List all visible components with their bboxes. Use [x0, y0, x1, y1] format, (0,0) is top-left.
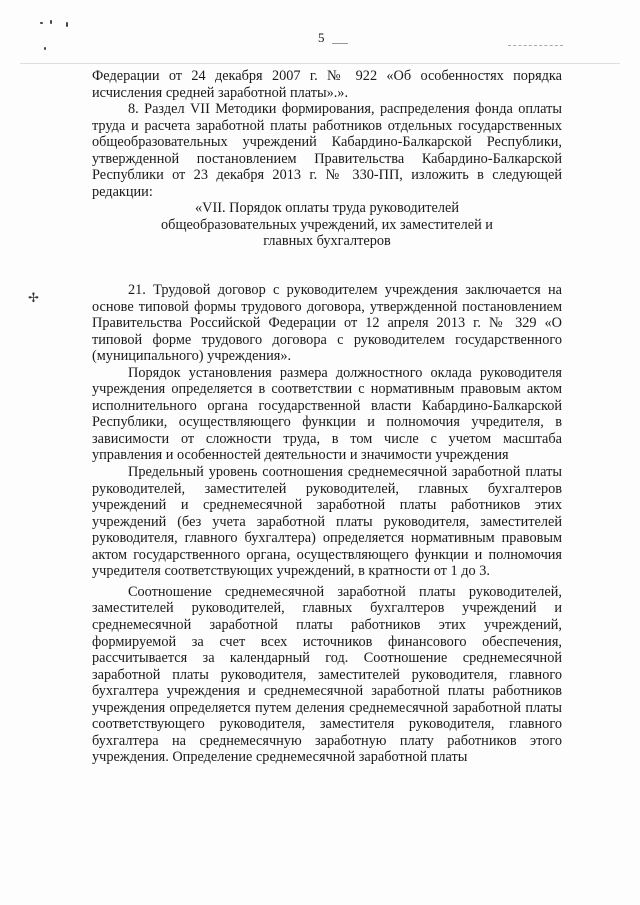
scan-line: [508, 45, 563, 46]
scan-speck: [40, 22, 43, 24]
page-number: 5: [318, 30, 325, 45]
scan-line: [332, 43, 348, 44]
scan-speck: [50, 20, 52, 24]
paragraph-salary-ratio: Соотношение среднемесячной заработной платы руководителей, заместителей руководителей, главных бухгалтеров учреждений и среднемесячной заработной платы работников этих учреждений, формируемой за счет всех источников финансового обеспечения, рассчитывается за календарный год. Соотношение среднемесячной заработной платы руководителя, заместителей руководителя, главного бухгалтера учреждения и среднемесячной заработной платы работников учреждения определяется путем деления среднемесячной заработной платы соответствующего руководителя, заместителя руководителя, главного бухгалтера на среднемесячную заработную плату работников этого учреждения. Определение среднемесячной заработной платы: [92, 583, 562, 766]
spacer: [92, 250, 562, 266]
spacer: [92, 266, 562, 282]
scan-speck: [44, 47, 46, 50]
margin-mark-icon: ✢: [28, 290, 39, 305]
paragraph-salary-order: Порядок установления размера должностного оклада руководителя учреждения определяется в соответствии с нормативным правовым актом исполнительного органа государственной власти Кабардино-Балкарской Республики, осуществляющего функции и полномочия учредителя, в зависимости от сложности труда, в том числе с учетом масштаба управления и особенностей деятельности и значимости учреждения: [92, 364, 562, 464]
paragraph-item-21: 21. Трудовой договор с руководителем учреждения заключается на основе типовой формы трудового договора, утвержденной постановлением Правительства Российской Федерации от 12 апреля 2013 г. № 329 «О типовой форме трудового договора с руководителем государственного (муниципального) учреждения».: [92, 282, 562, 365]
scan-speck: [66, 22, 68, 27]
paragraph-item-8: 8. Раздел VII Методики формирования, распределения фонда оплаты труда и расчета заработной платы работников отдельных государственных общеобразовательных учреждений Кабардино-Балкарской Республики, утвержденной постановлением Правительства Кабардино-Балкарской Республики от 23 декабря 2013 г. № 330-ПП, изложить в следующей редакции:: [92, 101, 562, 200]
paragraph-continuation: Федерации от 24 декабря 2007 г. № 922 «Об особенностях порядка исчисления средней заработной платы».».: [92, 68, 562, 101]
section-heading: «VII. Порядок оплаты труда руководителей общеобразовательных учреждений, их заместителей и главных бухгалтеров: [161, 200, 493, 250]
paragraph-salary-limit: Предельный уровень соотношения среднемесячной заработной платы руководителей, заместителей руководителей, главных бухгалтеров учреждений и среднемесячной заработной платы работников этих учреждений (без учета заработной платы руководителя, заместителей руководителя, главного бухгалтера) определяется нормативным правовым актом государственного органа, осуществляющего функции и полномочия учредителя соответствующих учреждений, в кратности от 1 до 3.: [92, 464, 562, 580]
scan-line: [20, 63, 620, 64]
document-body: [92, 68, 562, 766]
